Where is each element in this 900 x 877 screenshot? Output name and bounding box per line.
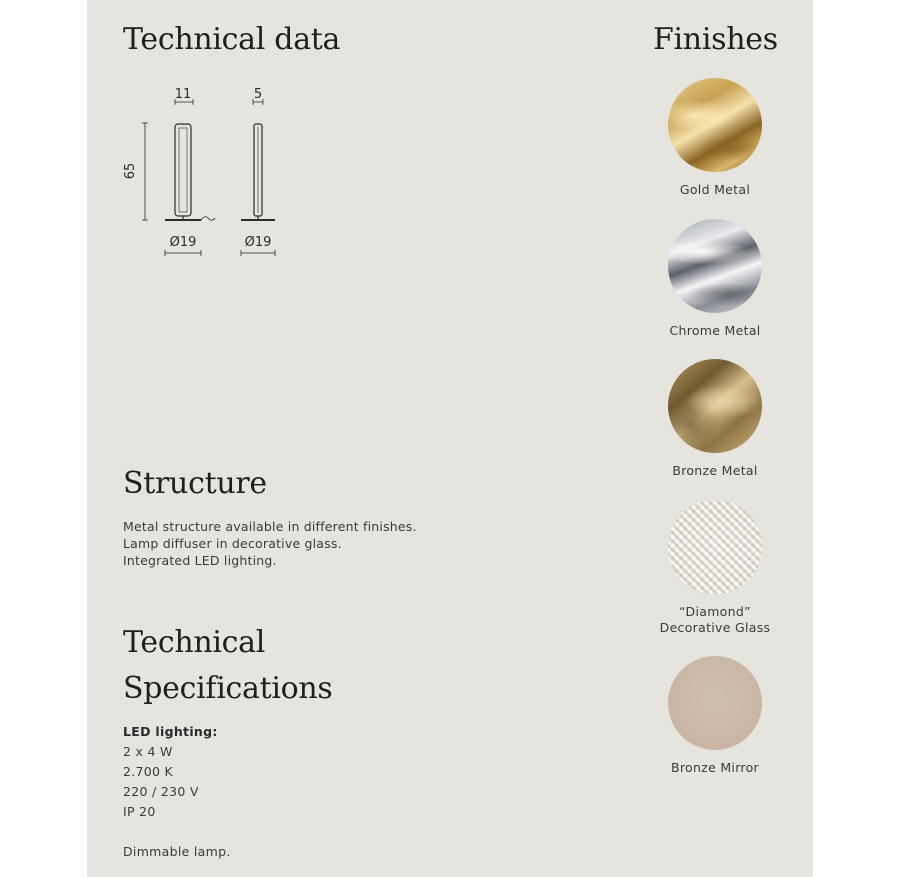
finish-label: Bronze Mirror (671, 760, 759, 775)
base-a-label: Ø19 (169, 235, 197, 250)
finishes-title: Finishes (653, 22, 778, 57)
bronze-mirror-swatch (668, 656, 762, 750)
finish-label: “Diamond” Decorative Glass (659, 604, 771, 635)
gold-metal-swatch (668, 78, 762, 172)
bronze-metal-swatch (668, 359, 762, 453)
structure-description: Metal structure available in different finishes. Lamp diffuser in decorative glass. Integrated LED lighting. (123, 519, 417, 568)
led-lighting-label: LED lighting: (123, 724, 218, 739)
finish-bronze-mirror (635, 656, 795, 776)
product-sheet (87, 0, 813, 877)
finish-label: Chrome Metal (669, 323, 761, 338)
lamp-dimension-drawing (117, 80, 287, 260)
spec-value: 2 x 4 W (123, 744, 173, 759)
dimmable-note: Dimmable lamp. (123, 844, 231, 859)
finish-bronze-metal (635, 359, 795, 479)
spec-value: 220 / 230 V (123, 784, 199, 799)
base-b-label: Ø19 (244, 235, 272, 250)
spec-value: IP 20 (123, 804, 156, 819)
specifications-list (123, 722, 231, 862)
finish-label: Gold Metal (679, 182, 751, 197)
spec-value: 2.700 K (123, 764, 174, 779)
finish-diamond-glass (635, 500, 795, 636)
finish-label: Bronze Metal (672, 463, 758, 478)
diamond-glass-swatch (668, 500, 762, 594)
chrome-metal-swatch (668, 219, 762, 313)
technical-specifications-title: Technical Specifications (123, 625, 333, 706)
depth-a-label: 11 (174, 87, 192, 102)
technical-data-title: Technical data (123, 22, 341, 57)
structure-title: Structure (123, 466, 267, 501)
finish-gold-metal (635, 78, 795, 198)
depth-b-label: 5 (253, 87, 263, 102)
finish-chrome-metal (635, 219, 795, 339)
height-label: 65 (123, 162, 138, 180)
